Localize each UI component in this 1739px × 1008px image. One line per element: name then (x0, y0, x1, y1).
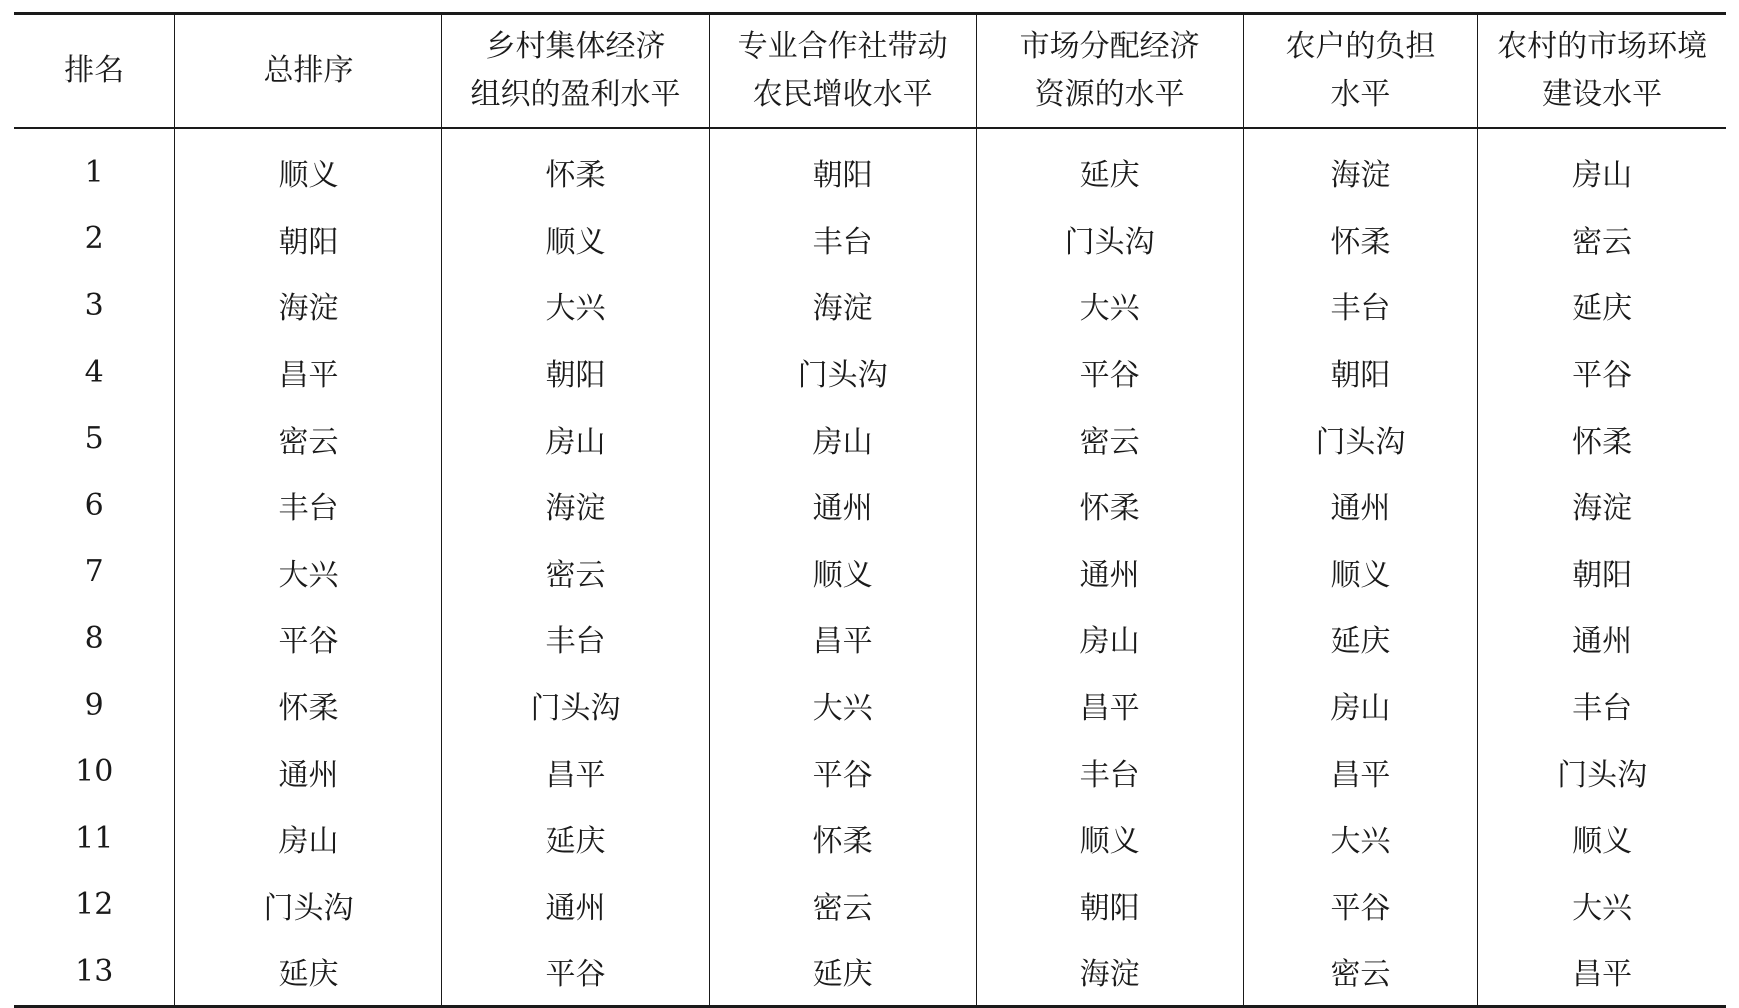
table-header (14, 14, 1726, 129)
table-row (14, 938, 1726, 1006)
table-row (14, 605, 1726, 672)
table-row (14, 272, 1726, 339)
district-cell: 延庆 (709, 938, 976, 1006)
district-cell: 丰台 (976, 738, 1243, 805)
district-cell: 怀柔 (1243, 206, 1478, 273)
district-cell: 通州 (442, 872, 709, 939)
district-cell: 海淀 (442, 472, 709, 539)
header-line-1: 总排序 (263, 53, 354, 88)
header-coop-income (709, 14, 976, 129)
district-cell: 顺义 (175, 128, 442, 206)
district-cell: 昌平 (1243, 738, 1478, 805)
district-cell: 密云 (442, 539, 709, 606)
district-cell: 怀柔 (442, 128, 709, 206)
header-line-1: 农村的市场环境 (1497, 29, 1708, 64)
table-body (14, 128, 1726, 1006)
district-cell: 大兴 (1243, 805, 1478, 872)
district-cell: 延庆 (1478, 272, 1726, 339)
district-cell: 丰台 (709, 206, 976, 273)
header-line-1: 市场分配经济 (1019, 29, 1200, 64)
table-row (14, 128, 1726, 206)
district-cell: 延庆 (442, 805, 709, 872)
district-cell: 房山 (442, 405, 709, 472)
table-row (14, 872, 1726, 939)
district-cell: 通州 (1243, 472, 1478, 539)
table-row (14, 672, 1726, 739)
district-cell: 门头沟 (175, 872, 442, 939)
district-cell: 平谷 (976, 339, 1243, 406)
district-cell: 门头沟 (1478, 738, 1726, 805)
district-cell: 大兴 (175, 539, 442, 606)
district-cell: 延庆 (1243, 605, 1478, 672)
header-line-2: 资源的水平 (1034, 77, 1185, 112)
district-cell: 大兴 (442, 272, 709, 339)
district-cell: 密云 (709, 872, 976, 939)
header-market-environment (1478, 14, 1726, 129)
district-cell: 昌平 (709, 605, 976, 672)
header-line-2: 水平 (1330, 77, 1391, 112)
rank-cell: 3 (84, 287, 104, 323)
district-cell: 海淀 (1478, 472, 1726, 539)
district-cell: 朝阳 (976, 872, 1243, 939)
table-row (14, 805, 1726, 872)
district-cell: 密云 (175, 405, 442, 472)
ranking-table-container (14, 12, 1726, 1008)
district-cell: 延庆 (175, 938, 442, 1006)
header-farmer-burden (1243, 14, 1478, 129)
rank-cell: 13 (75, 953, 114, 989)
header-line-2: 农民增收水平 (752, 77, 933, 112)
district-cell: 朝阳 (442, 339, 709, 406)
district-cell: 顺义 (1478, 805, 1726, 872)
table-row (14, 405, 1726, 472)
district-cell: 平谷 (709, 738, 976, 805)
district-cell: 顺义 (442, 206, 709, 273)
district-cell: 顺义 (976, 805, 1243, 872)
district-cell: 朝阳 (1243, 339, 1478, 406)
district-cell: 平谷 (1243, 872, 1478, 939)
district-cell: 门头沟 (976, 206, 1243, 273)
district-cell: 昌平 (976, 672, 1243, 739)
district-cell: 海淀 (175, 272, 442, 339)
district-cell: 怀柔 (175, 672, 442, 739)
district-cell: 房山 (175, 805, 442, 872)
district-cell: 平谷 (175, 605, 442, 672)
district-cell: 门头沟 (709, 339, 976, 406)
district-cell: 密云 (976, 405, 1243, 472)
rank-cell: 7 (84, 554, 104, 590)
district-cell: 怀柔 (1478, 405, 1726, 472)
header-line-2: 建设水平 (1542, 77, 1663, 112)
district-cell: 通州 (175, 738, 442, 805)
rank-cell: 1 (84, 154, 104, 190)
header-overall (175, 14, 442, 129)
district-cell: 大兴 (976, 272, 1243, 339)
district-cell: 海淀 (709, 272, 976, 339)
district-cell: 密云 (1243, 938, 1478, 1006)
district-cell: 昌平 (442, 738, 709, 805)
district-cell: 通州 (1478, 605, 1726, 672)
district-cell: 昌平 (175, 339, 442, 406)
district-cell: 门头沟 (442, 672, 709, 739)
rank-cell: 12 (75, 887, 114, 923)
district-cell: 大兴 (709, 672, 976, 739)
rank-cell: 8 (84, 620, 104, 656)
district-cell: 大兴 (1478, 872, 1726, 939)
district-cell: 门头沟 (1243, 405, 1478, 472)
rank-cell: 9 (84, 687, 104, 723)
table-row (14, 339, 1726, 406)
rank-cell: 6 (84, 487, 104, 523)
header-row (14, 14, 1726, 129)
district-cell: 朝阳 (709, 128, 976, 206)
district-cell: 通州 (976, 539, 1243, 606)
district-cell: 通州 (709, 472, 976, 539)
district-cell: 房山 (976, 605, 1243, 672)
district-cell: 丰台 (1243, 272, 1478, 339)
district-cell: 顺义 (1243, 539, 1478, 606)
header-rank (14, 14, 175, 129)
rank-cell: 11 (75, 820, 114, 856)
header-collective-profit (442, 14, 709, 129)
header-line-2: 组织的盈利水平 (470, 77, 681, 112)
district-cell: 昌平 (1478, 938, 1726, 1006)
header-line-1: 乡村集体经济 (485, 29, 666, 64)
rank-cell: 10 (75, 754, 114, 790)
district-cell: 房山 (709, 405, 976, 472)
rank-cell: 5 (84, 421, 104, 457)
district-cell: 丰台 (175, 472, 442, 539)
rank-cell: 4 (84, 354, 104, 390)
district-cell: 延庆 (976, 128, 1243, 206)
district-cell: 朝阳 (175, 206, 442, 273)
district-cell: 怀柔 (976, 472, 1243, 539)
district-cell: 顺义 (709, 539, 976, 606)
district-cell: 丰台 (1478, 672, 1726, 739)
header-line-1: 专业合作社带动 (737, 29, 948, 64)
ranking-table (14, 12, 1726, 1008)
rank-cell: 2 (84, 221, 104, 257)
district-cell: 房山 (1478, 128, 1726, 206)
district-cell: 平谷 (442, 938, 709, 1006)
district-cell: 怀柔 (709, 805, 976, 872)
table-row (14, 539, 1726, 606)
district-cell: 海淀 (976, 938, 1243, 1006)
table-row (14, 472, 1726, 539)
table-row (14, 738, 1726, 805)
header-line-1: 排名 (64, 53, 125, 88)
table-row (14, 206, 1726, 273)
header-market-allocation (976, 14, 1243, 129)
district-cell: 平谷 (1478, 339, 1726, 406)
header-line-1: 农户的负担 (1285, 29, 1436, 64)
district-cell: 丰台 (442, 605, 709, 672)
district-cell: 海淀 (1243, 128, 1478, 206)
district-cell: 密云 (1478, 206, 1726, 273)
district-cell: 朝阳 (1478, 539, 1726, 606)
district-cell: 房山 (1243, 672, 1478, 739)
